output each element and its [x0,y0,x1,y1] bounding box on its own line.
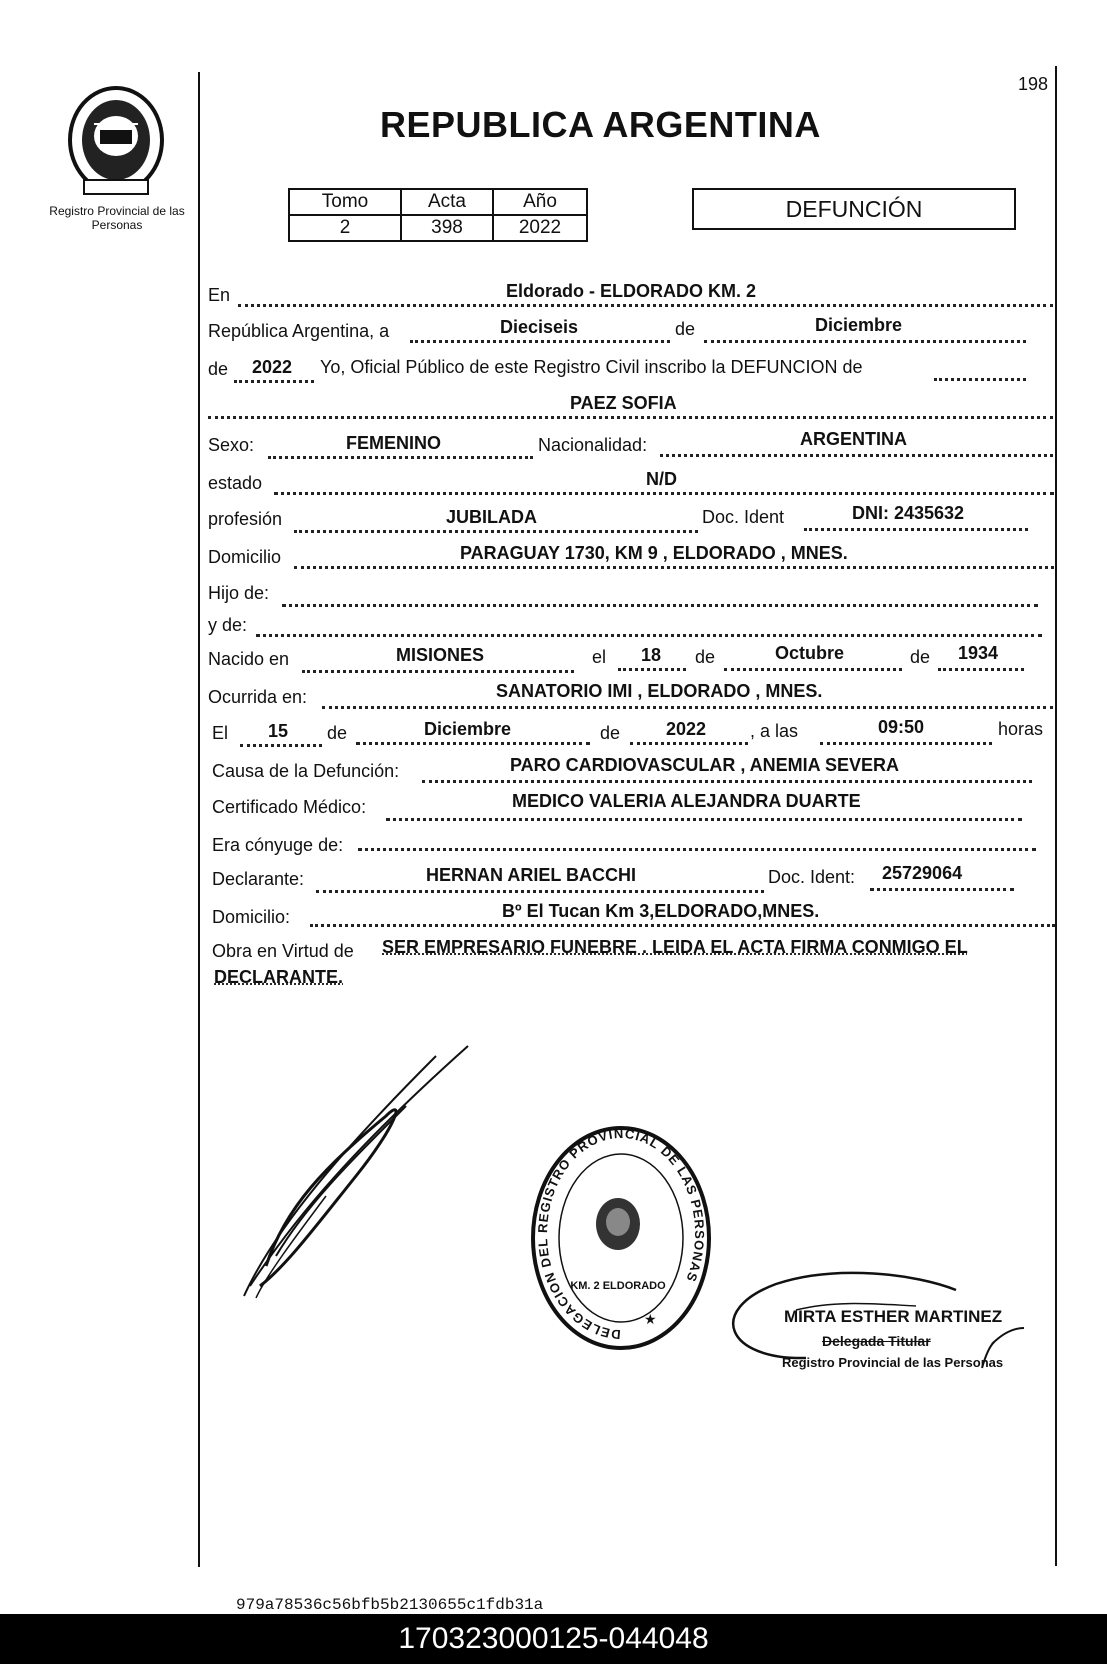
doc-value: DNI: 2435632 [852,503,965,523]
nombre-value: PAEZ SOFIA [570,393,677,413]
certificado-label: Certificado Médico: [212,797,367,817]
causa-value: PARO CARDIOVASCULAR , ANEMIA SEVERA [510,755,900,775]
yo-line [934,378,1026,381]
sexo-label: Sexo: [208,435,255,455]
domicilio-label-2: Domicilio: [212,907,291,927]
acta-header-anio: Año [493,189,587,215]
hora-value: 09:50 [878,717,925,737]
nac-anio-value: 1934 [958,643,999,663]
profesion-value: JUBILADA [446,507,538,527]
declarante-value: HERNAN ARIEL BACCHI [426,865,637,885]
hijo-line [282,604,1038,607]
yde-label: y de: [208,615,248,635]
de-label-3: de [695,647,716,667]
signatory-org: Registro Provincial de las Personas [782,1355,1004,1370]
de-label-5: de [327,723,348,743]
ocurrida-value: SANATORIO IMI , ELDORADO , MNES. [496,681,823,701]
doc-line [804,528,1028,531]
anio-value: 2022 [252,357,293,377]
de-label-4: de [910,647,931,667]
en-line [238,304,1053,307]
republica-label: República Argentina, a [208,321,390,341]
horas-label: horas [998,719,1044,739]
nacionalidad-label: Nacionalidad: [538,435,648,455]
province-seal-logo [64,84,168,202]
domicilio-decl-line [310,924,1055,927]
el-label-2: El [212,723,229,743]
nac-dia-value: 18 [641,645,662,665]
sexo-value: FEMENINO [346,433,442,453]
doc-label-2: Doc. Ident: [768,867,856,887]
mes-value: Diciembre [815,315,903,335]
doc-label: Doc. Ident [702,507,785,527]
record-type-box: DEFUNCIÓN [692,188,1016,230]
yo-text: Yo, Oficial Público de este Registro Civil inscribo la DEFUNCION de [320,357,863,377]
domicilio-label: Domicilio [208,547,282,567]
signatory-role: Delegada Titular [822,1333,931,1349]
alas-label: , a las [750,721,799,741]
stamp-ring-text: DELEGACION DEL REGISTRO PROVINCIAL DE LAS PERSONAS [534,1125,708,1343]
logo-caption: Registro Provincial de las Personas [49,204,185,232]
en-value: Eldorado - ELDORADO KM. 2 [506,281,757,301]
conyuge-label: Era cónyuge de: [212,835,344,855]
acta-value-anio: 2022 [493,215,587,241]
causa-label: Causa de la Defunción: [212,761,400,781]
de-label-1: de [675,319,696,339]
right-margin-line [1055,66,1057,1566]
declarante-doc-line [870,888,1014,891]
estado-line [274,492,1054,495]
declarant-signature [236,1036,476,1306]
el-label: el [592,647,607,667]
estado-value: N/D [646,469,677,489]
domicilio-value: PARAGUAY 1730, KM 9 , ELDORADO , MNES. [460,543,848,563]
stamp-star: ★ [644,1311,657,1327]
nac-anio-line [938,668,1024,671]
signatory-name: MIRTA ESTHER MARTINEZ [784,1307,1003,1326]
certificado-line [386,818,1022,821]
domicilio-decl-value: Bº El Tucan Km 3,ELDORADO,MNES. [502,901,820,921]
acta-header-tomo: Tomo [289,189,401,215]
hora-line [820,742,992,745]
profesion-line [294,530,698,533]
sexo-line [268,456,533,459]
def-dia-line [240,744,322,747]
nacido-line [302,670,574,673]
dia-value: Dieciseis [500,317,579,337]
page-number: 198 [1018,74,1049,94]
profesion-label: profesión [208,509,283,529]
nac-dia-line [618,668,686,671]
declarante-line [316,890,764,893]
dia-line [410,340,670,343]
causa-line [422,780,1032,783]
nac-mes-line [724,668,902,671]
stamp-inner-text: KM. 2 ELDORADO [570,1280,666,1292]
yde-line [256,634,1042,637]
official-stamp [526,1124,716,1356]
document-hash: 979a78536c56bfb5b2130655c1fdb31a [236,1596,544,1614]
hijo-label: Hijo de: [208,583,270,603]
acta-value-acta: 398 [401,215,493,241]
document-title: REPUBLICA ARGENTINA [380,104,821,145]
acta-value-tomo: 2 [289,215,401,241]
domicilio-line [294,566,1054,569]
def-dia-value: 15 [268,721,289,741]
conyuge-line [358,848,1036,851]
nac-mes-value: Octubre [775,643,845,663]
ocurrida-line [322,706,1053,709]
def-mes-value: Diciembre [424,719,512,739]
declarante-label: Declarante: [212,869,305,889]
barcode-id-bar: 170323000125-044048 [0,1614,1107,1664]
obra-value-2: DECLARANTE. [214,967,343,987]
obra-label: Obra en Virtud de [212,941,354,961]
obra-value-1: SER EMPRESARIO FUNEBRE . LEIDA EL ACTA FIRMA CONMIGO EL [382,937,968,957]
left-margin-line [198,72,200,1567]
nacionalidad-line [660,454,1053,457]
ocurrida-label: Ocurrida en: [208,687,308,707]
mes-line [704,340,1026,343]
de-label-2: de [208,359,229,379]
anio-line [234,380,314,383]
acta-header-acta: Acta [401,189,493,215]
estado-label: estado [208,473,263,493]
def-mes-line [356,742,590,745]
nombre-line [208,416,1053,419]
def-anio-line [630,742,748,745]
declarante-doc-value: 25729064 [882,863,963,883]
nacido-label: Nacido en [208,649,290,669]
nacido-value: MISIONES [396,645,485,665]
def-anio-value: 2022 [666,719,707,739]
nacionalidad-value: ARGENTINA [800,429,907,449]
certificado-value: MEDICO VALERIA ALEJANDRA DUARTE [512,791,861,811]
acta-table [288,188,588,242]
de-label-6: de [600,723,621,743]
en-label: En [208,285,231,305]
